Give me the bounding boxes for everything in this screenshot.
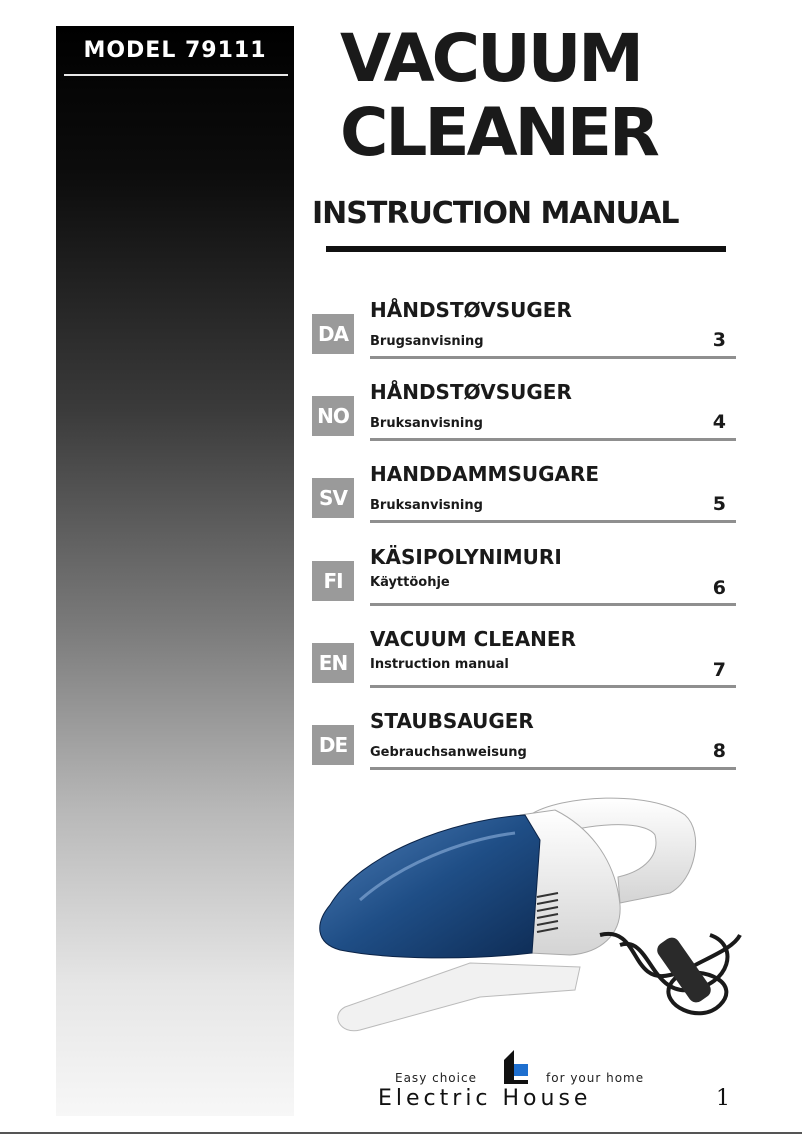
toc-entry-fi[interactable]	[312, 545, 740, 625]
cover-sidebar	[56, 26, 294, 1116]
electric-house-logo-icon	[500, 1046, 530, 1086]
language-code-en: EN	[312, 643, 354, 683]
entry-divider	[370, 767, 736, 770]
entry-heading: VACUUM CLEANER	[370, 627, 576, 651]
toc-entry-en[interactable]	[312, 627, 740, 707]
entry-page-number: 8	[712, 740, 726, 762]
title-line-2: CLEANER	[340, 94, 657, 171]
toc-entry-no[interactable]	[312, 380, 740, 460]
entry-page-number: 7	[712, 659, 726, 681]
page-bottom-rule	[0, 1132, 802, 1134]
model-number: MODEL 79111	[83, 38, 267, 63]
manual-divider	[326, 246, 726, 252]
entry-subtitle: Instruction manual	[370, 657, 509, 672]
toc-entry-da[interactable]	[312, 298, 740, 378]
entry-heading: HÅNDSTØVSUGER	[370, 380, 572, 404]
entry-subtitle: Käyttöohje	[370, 575, 450, 590]
entry-heading: HANDDAMMSUGARE	[370, 462, 600, 486]
entry-page-number: 3	[712, 329, 726, 351]
brand-name: Electric House	[378, 1086, 592, 1111]
product-title	[340, 22, 657, 170]
entry-divider	[370, 520, 736, 523]
entry-heading: HÅNDSTØVSUGER	[370, 298, 572, 322]
entry-page-number: 6	[712, 577, 726, 599]
entry-divider	[370, 438, 736, 441]
language-code-da: DA	[312, 314, 354, 354]
title-line-1: VACUUM	[340, 20, 641, 97]
entry-page-number: 5	[712, 493, 726, 515]
vacuum-cleaner-image	[300, 785, 760, 1045]
tagline-left: Easy choice	[395, 1071, 477, 1085]
manual-heading: INSTRUCTION MANUAL	[312, 196, 679, 231]
language-code-no: NO	[312, 396, 354, 436]
entry-divider	[370, 685, 736, 688]
entry-divider	[370, 356, 736, 359]
entry-subtitle: Bruksanvisning	[370, 416, 483, 431]
model-divider	[64, 74, 288, 76]
entry-page-number: 4	[712, 411, 726, 433]
language-code-de: DE	[312, 725, 354, 765]
toc-entry-de[interactable]	[312, 709, 740, 789]
entry-subtitle: Brugsanvisning	[370, 334, 484, 349]
toc-entry-sv[interactable]	[312, 462, 740, 542]
language-code-fi: FI	[312, 561, 354, 601]
entry-subtitle: Bruksanvisning	[370, 498, 483, 513]
entry-heading: KÄSIPOLYNIMURI	[370, 545, 562, 569]
entry-divider	[370, 603, 736, 606]
tagline-right: for your home	[546, 1071, 645, 1085]
language-code-sv: SV	[312, 478, 354, 518]
entry-heading: STAUBSAUGER	[370, 709, 534, 733]
entry-subtitle: Gebrauchsanweisung	[370, 745, 527, 760]
page-number: 1	[716, 1086, 730, 1111]
